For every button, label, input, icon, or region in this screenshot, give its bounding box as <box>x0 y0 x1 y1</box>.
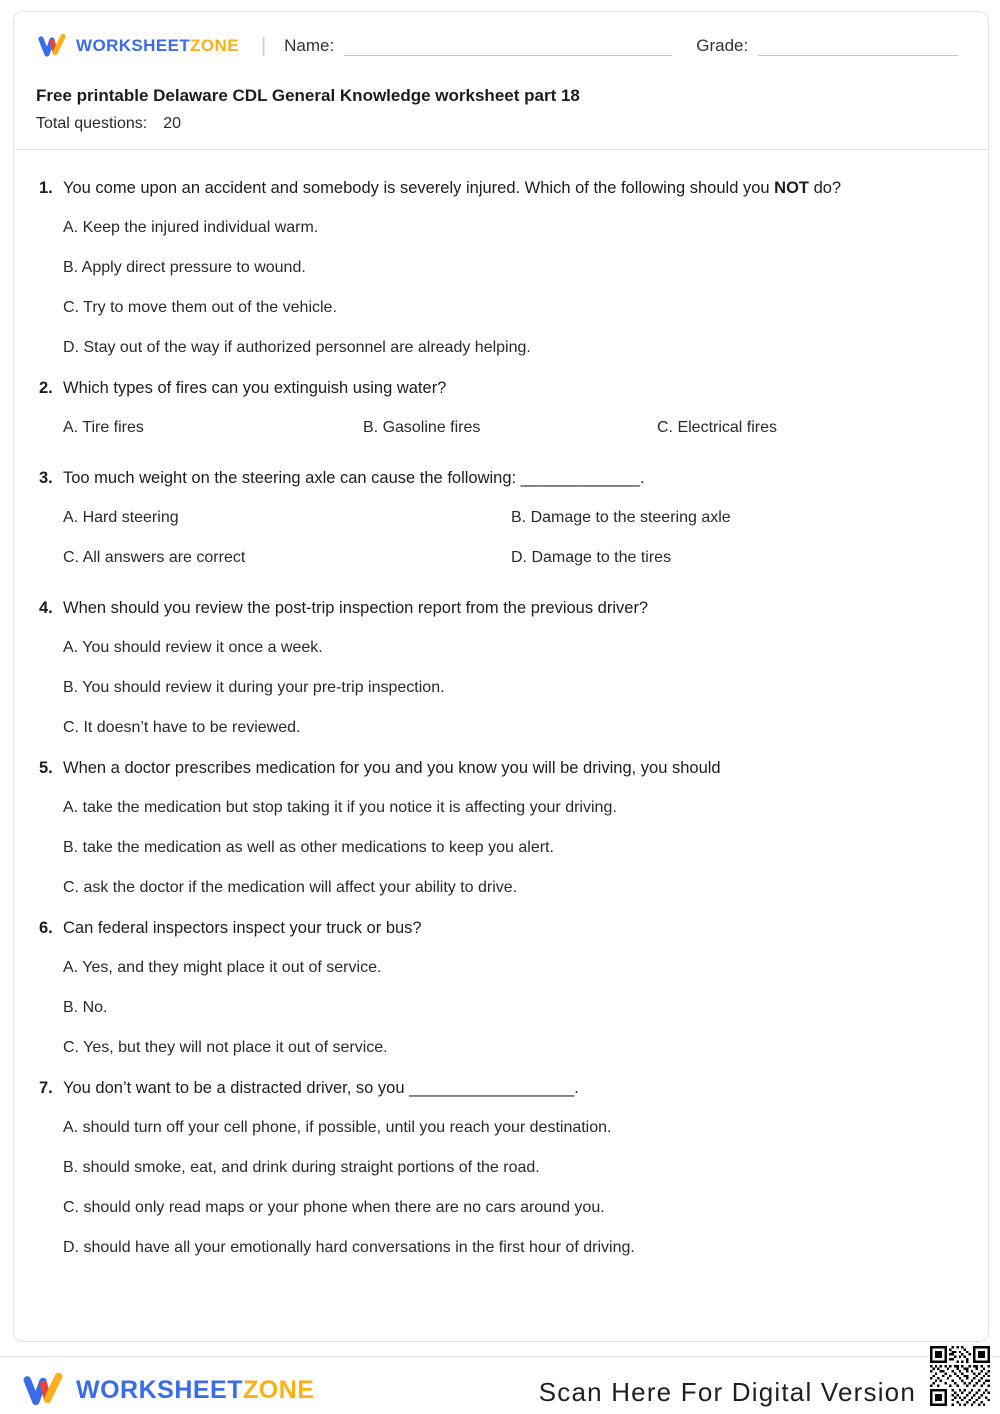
question-text: You come upon an accident and somebody is severely injured. Which of the following should you NOT do? <box>63 179 842 197</box>
option-item: D. Stay out of the way if authorized personnel are already helping. <box>63 339 531 356</box>
worksheetzone-logo-icon <box>20 1370 66 1410</box>
question-number: 3. <box>39 469 53 487</box>
question-item <box>39 375 954 455</box>
question-text: You don’t want to be a distracted driver, so you __________________. <box>63 1079 579 1097</box>
option-item: A. should turn off your cell phone, if possible, until you reach your destination. <box>63 1119 612 1136</box>
questions-list <box>14 150 988 1261</box>
qr-code <box>928 1344 992 1408</box>
option-item: A. You should review it once a week. <box>63 639 323 656</box>
option-item: B. Damage to the steering axle <box>511 509 731 526</box>
logo-wordmark: WORKSHEETZONE <box>76 36 239 55</box>
option-item: B. should smoke, eat, and drink during straight portions of the road. <box>63 1159 540 1176</box>
header-separator: | <box>260 34 267 57</box>
question-text: Can federal inspectors inspect your truck or bus? <box>63 919 422 937</box>
option-item: C. Electrical fires <box>657 419 778 436</box>
total-questions-row <box>36 115 966 133</box>
question-text: Which types of fires can you extinguish using water? <box>63 379 447 397</box>
question-number: 6. <box>39 919 53 937</box>
option-item: C. All answers are correct <box>63 549 246 566</box>
option-item: D. should have all your emotionally hard conversations in the first hour of driving. <box>63 1239 635 1256</box>
worksheet-card <box>13 11 989 1342</box>
header-logo <box>36 32 239 60</box>
option-item: A. take the medication but stop taking it if you notice it is affecting your driving. <box>63 799 617 816</box>
question-item <box>39 175 954 361</box>
total-questions-label: Total questions: <box>36 115 148 132</box>
option-item: D. Damage to the tires <box>511 549 672 566</box>
total-questions-value: 20 <box>163 115 181 132</box>
card-header <box>14 12 988 60</box>
option-item: C. Yes, but they will not place it out of service. <box>63 1039 388 1056</box>
option-item: C. ask the doctor if the medication will affect your ability to drive. <box>63 879 518 896</box>
question-number: 7. <box>39 1079 53 1097</box>
question-number: 1. <box>39 179 53 197</box>
scan-here-text: Scan Here For Digital Version <box>538 1377 916 1407</box>
grade-blank-line <box>758 36 958 56</box>
option-item: B. Gasoline fires <box>363 419 481 436</box>
option-item: B. Apply direct pressure to wound. <box>63 259 306 276</box>
question-item <box>39 755 954 901</box>
name-blank-line <box>344 36 672 56</box>
option-item: A. Keep the injured individual warm. <box>63 219 319 236</box>
option-item: A. Hard steering <box>63 509 179 526</box>
question-text: When a doctor prescribes medication for you and you know you will be driving, you should <box>63 759 721 777</box>
option-item: B. You should review it during your pre-trip inspection. <box>63 679 445 696</box>
title-block <box>14 60 988 133</box>
question-number: 5. <box>39 759 53 777</box>
footer-divider <box>0 1356 1000 1357</box>
question-item <box>39 915 954 1061</box>
question-item <box>39 465 954 585</box>
question-number: 4. <box>39 599 53 617</box>
footer-logo <box>20 1370 314 1410</box>
option-item: A. Tire fires <box>63 419 144 436</box>
question-item <box>39 1075 954 1261</box>
question-number: 2. <box>39 379 53 397</box>
option-item: C. It doesn’t have to be reviewed. <box>63 719 301 736</box>
question-item <box>39 595 954 741</box>
option-item: C. Try to move them out of the vehicle. <box>63 299 337 316</box>
logo-wordmark: WORKSHEETZONE <box>76 1375 315 1404</box>
worksheetzone-logo-icon <box>36 32 68 60</box>
option-item: B. No. <box>63 999 108 1016</box>
grade-label: Grade: <box>696 36 749 55</box>
worksheet-title: Free printable Delaware CDL General Knowledge worksheet part 18 <box>36 86 580 105</box>
option-item: B. take the medication as well as other medications to keep you alert. <box>63 839 554 856</box>
option-item: A. Yes, and they might place it out of service. <box>63 959 382 976</box>
name-label: Name: <box>284 36 335 55</box>
question-text: Too much weight on the steering axle can cause the following: _____________. <box>63 469 645 487</box>
option-item: C. should only read maps or your phone when there are no cars around you. <box>63 1199 605 1216</box>
question-text: When should you review the post-trip inspection report from the previous driver? <box>63 599 649 617</box>
